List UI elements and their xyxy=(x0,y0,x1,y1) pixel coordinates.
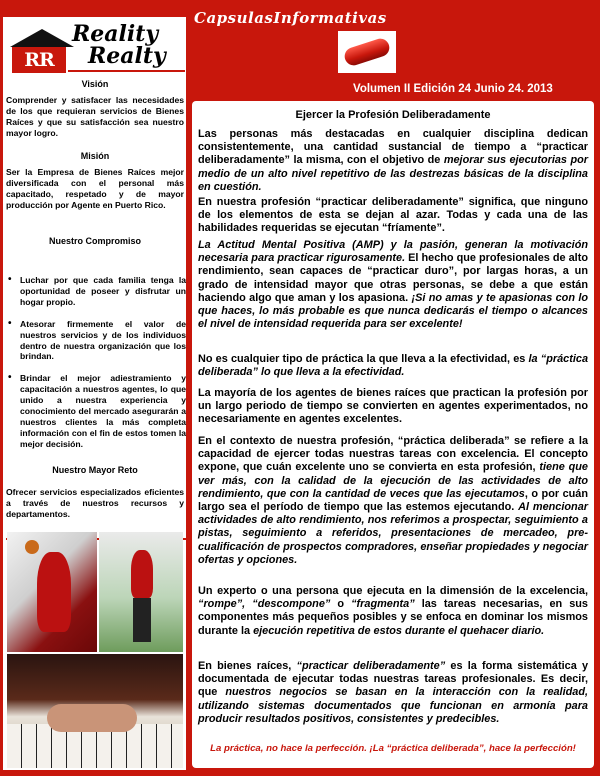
article-title: Ejercer la Profesión Deliberadamente xyxy=(295,109,491,121)
volume-edition: Volumen II Edición 24 Junio 24. 2013 xyxy=(353,83,553,95)
piano-hands-photo xyxy=(7,654,183,768)
compromiso-list xyxy=(6,275,186,461)
company-logo xyxy=(6,19,186,77)
list-item: • Atesorar firmemente el valor de nuestros servicios y de los individuos dentro de nuestra organización que los brindan. xyxy=(6,319,186,363)
mision-text: Ser la Empresa de Bienes Raíces mejor diversificada con el personal más capacitado, respetado y de mayor producción por Agente en Puerto Rico. xyxy=(6,167,184,210)
reto-text: Ofrecer servicios especializados eficientes a través de nuestros recursos y departamentos. xyxy=(6,487,184,519)
article-paragraph-5: La mayoría de los agentes de bienes raíces que practican la profesión por un largo periodo de tiempo se convierten en agentes experimentados, no necesariamente en agentes excelentes. xyxy=(198,387,588,426)
vision-text: Comprender y satisfacer las necesidades de los que requieran servicios de Bienes Raíces y que su satisfacción sea nuestro mayor logro. xyxy=(6,95,184,138)
logo-mark: RR xyxy=(12,47,66,73)
newsletter-title: CapsulasInformativas xyxy=(194,9,387,27)
article-paragraph-2: En nuestra profesión “practicar deliberadamente” significa, que ninguno de los elementos de esta se dejan al azar. Todas y cada una de las habilidades requeridas se ejecutan “fríamente”. xyxy=(198,196,588,235)
article-paragraph-1: Las personas más destacadas en cualquier disciplina dedican consistentemente, una cantidad sustancial de tiempo a “practicar deliberadamente” la misma, con el objetivo de mejorar sus ejecutorias por medio de un alto nivel repetitivo de las destrezas básicas de la disciplina en cuestión. xyxy=(198,128,588,193)
article-paragraph-7: Un experto o una persona que ejecuta en la dimensión de la excelencia, “rompe”, “descompone” o “fragmenta” las tareas necesarias, en sus componentes más pequeños posibles y se enfoca en dominar los mismos durante la ejecución repetitiva de estos durante el quehacer diario. xyxy=(198,585,588,637)
article-panel xyxy=(192,101,594,768)
brand-name-line1: Reality xyxy=(72,21,159,47)
mision-heading: Misión xyxy=(80,151,110,161)
list-item: • Luchar por que cada familia tenga la oportunidad de poseer y disfrutar un hogar propio. xyxy=(6,275,186,308)
list-item: • Brindar el mejor adiestramiento y capacitación a nuestros agentes, lo que unido a nuestra experiencia y conocimiento del mercado asegurarán a nuestros clientes la más completa información con el fin de estos tomen la mejor decisión. xyxy=(6,373,186,449)
article-paragraph-4: No es cualquier tipo de práctica la que lleva a la efectividad, es la “práctica deliberada” lo que lleva a la efectividad. xyxy=(198,353,588,379)
golfer-photo xyxy=(99,532,183,652)
vision-heading: Visión xyxy=(81,79,109,89)
basketball-player-photo xyxy=(7,532,97,652)
article-paragraph-6: En el contexto de nuestra profesión, “práctica deliberada” se refiere a la capacidad de ejercer todas nuestras tareas con excelencia. El concepto expone, que cuán excelente uno se convierta en esta profesión, tiene que ver más, con la calidad de la ejecución de las actividades de alto rendimiento, que con la cantidad de veces que las ejecutamos, o por cuán largo sea el período de tiempo que las estemos ejecutando. Al mencionar actividades de alto rendimiento, nos referimos a prospectar, seguimiento a pistas, seguimiento a referidos, presentaciones de mercadeo, pre-cualificación de prospectos compradores, enseñar propiedades y negociar ofertas y opciones. xyxy=(198,435,588,566)
compromiso-heading: Nuestro Compromiso xyxy=(48,236,141,246)
logo-divider xyxy=(68,70,185,72)
photo-collage xyxy=(7,532,183,768)
closing-quote: La práctica, no hace la perfección. ¡La “práctica deliberada”, hace la perfección! xyxy=(210,743,576,754)
article-paragraph-3: La Actitud Mental Positiva (AMP) y la pasión, generan la motivación necesaria para practicar rigurosamente. El hecho que profesionales de alto rendimiento, sean capaces de “practicar duro”, por largas horas, a un grado de intensidad mayor que otras personas, se debe a que están haciendo algo que aman y los apasiona. ¡Si no amas y te apasionas con lo que haces, lo más probable es que nunca dedicarás el tiempo o alcances el nivel de intensidad requerida para ser excelente! xyxy=(198,239,588,331)
article-paragraph-8: En bienes raíces, “practicar deliberadamente” es la forma sistemática y documentada de ejecutar todas nuestras tareas profesionales. Es decir, que nuestros negocios se basan en la interacción con la realidad, utilizando sistemas documentados que funcionan en armonía para producir resultados positivos, consistentes y predecibles. xyxy=(198,660,588,725)
roof-icon xyxy=(10,29,74,47)
capsule-pill-icon xyxy=(338,31,396,73)
brand-name-line2: Realty xyxy=(88,43,166,69)
reto-heading: Nuestro Mayor Reto xyxy=(52,465,138,475)
